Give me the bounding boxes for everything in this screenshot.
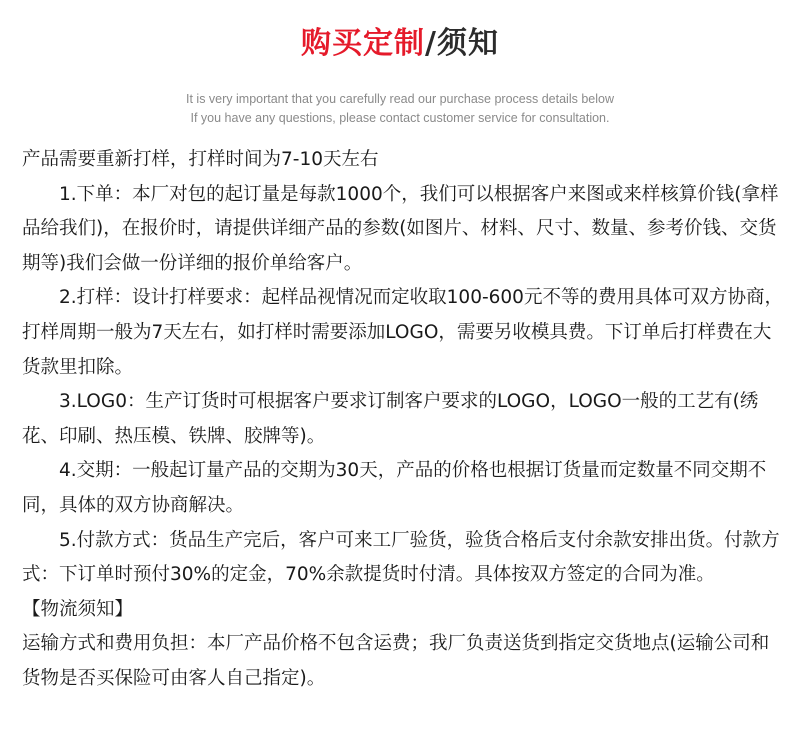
intro-paragraph: 产品需要重新打样，打样时间为7-10天左右	[22, 149, 379, 170]
page-title-highlight: 购买定制	[301, 26, 426, 61]
page-title	[0, 22, 800, 66]
page-title-suffix: /须知	[425, 26, 499, 61]
order-paragraph: 1.下单：本厂对包的起订量是每款1000个，我们可以根据客户来图或来样核算价钱(拿样品给我们)，在报价时，请提供详细产品的参数(如图片、材料、尺寸、数量、参考价钱、交货期等)我们会做一份详细的报价单给客户。	[22, 183, 779, 274]
delivery-paragraph: 4.交期：一般起订量产品的交期为30天，产品的价格也根据订货量而定数量不同交期不同，具体的双方协商解决。	[22, 460, 767, 516]
subtitle-line-2: If you have any questions, please contact customer service for consultation.	[190, 111, 610, 125]
sampling-paragraph: 2.打样：设计打样要求：起样品视情况而定收取100-600元不等的费用具体可双方协商，打样周期一般为7天左右，如打样时需要添加LOGO，需要另收模具费。下订单后打样费在大货款里扣除。	[22, 287, 783, 378]
subtitle-line-1: It is very important that you carefully read our purchase process details below	[186, 92, 614, 106]
payment-paragraph: 5.付款方式：货品生产完后，客户可来工厂验货，验货合格后支付余款安排出货。付款方式：下订单时预付30%的定金，70%余款提货时付清。具体按双方签定的合同为准。	[22, 529, 780, 586]
header	[0, 22, 800, 128]
logo-paragraph: 3.LOG0：生产订货时可根据客户要求订制客户要求的LOGO，LOGO一般的工艺有(绣花、印刷、热压模、铁牌、胶牌等)。	[22, 391, 759, 447]
logistics-heading: 【物流须知】	[22, 598, 134, 620]
logistics-paragraph: 运输方式和费用负担：本厂产品价格不包含运费；我厂负责送货到指定交货地点(运输公司和货物是否买保险可由客人自己指定)。	[22, 633, 770, 689]
subtitle	[0, 90, 800, 128]
notice-body	[22, 143, 784, 697]
